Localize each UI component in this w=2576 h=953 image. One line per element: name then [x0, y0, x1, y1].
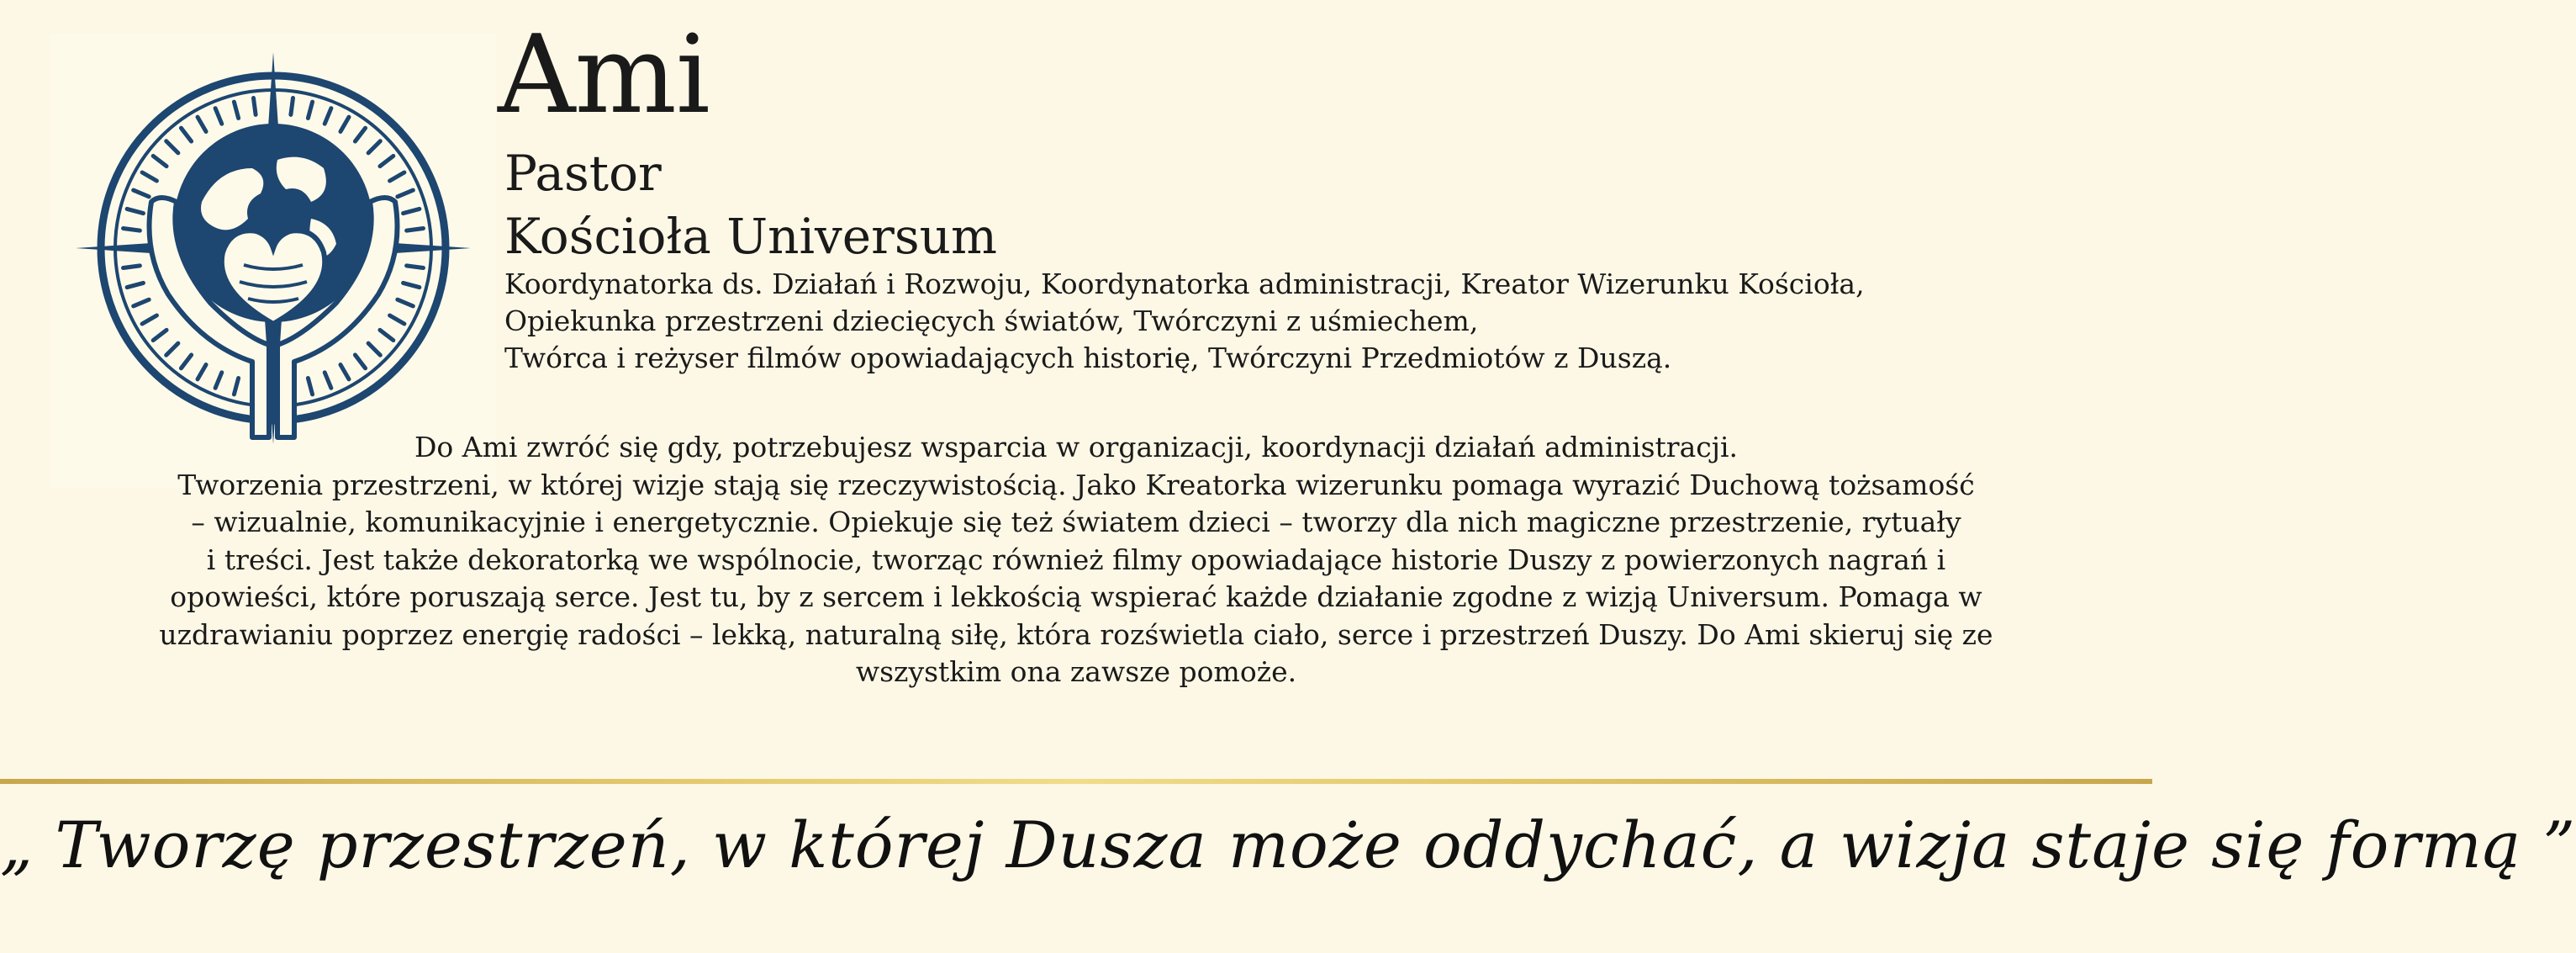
divider-line	[0, 779, 2152, 784]
compass-tick	[215, 373, 222, 388]
compass-tick	[355, 355, 365, 368]
compass-globe-hands-heart-icon	[50, 34, 496, 488]
description-line: Tworzenia przestrzeni, w której wizje stają się rzeczywistością. Jako Kreatorka wizerunku pomaga wyrazić Duchową tożsamość	[177, 468, 1975, 501]
compass-tick	[380, 330, 393, 340]
description-line: Do Ami zwróć się gdy, potrzebujesz wsparcia w organizacji, koordynacji działań administracji.	[414, 431, 1739, 463]
compass-tick	[355, 128, 365, 141]
compass-tick	[308, 102, 312, 118]
compass-tick	[215, 109, 222, 124]
compass-tick	[181, 128, 191, 141]
compass-tick	[368, 141, 380, 153]
compass-tick	[340, 365, 349, 379]
compass-tick	[166, 141, 178, 153]
compass-tick	[142, 315, 156, 324]
compass-tick	[254, 98, 256, 115]
compass-tick	[390, 172, 404, 181]
title-line: Koordynatorka ds. Działań i Rozwoju, Koordynatorka administracji, Kreator Wizerunku Kościoła,	[504, 267, 1865, 300]
compass-tick	[407, 266, 424, 268]
compass-tick	[390, 315, 404, 324]
compass-tick	[368, 343, 380, 355]
titles-list	[504, 266, 1865, 377]
description-line: opowieści, które poruszają serce. Jest tu, by z sercem i lekkością wspierać każde działanie zgodne z wizją Universum. Pomaga w	[170, 580, 1982, 613]
compass-tick	[181, 355, 191, 368]
compass-tick	[291, 98, 293, 115]
compass-tick	[398, 299, 413, 306]
compass-tick	[124, 229, 140, 231]
title-line: Opiekunka przestrzeni dziecięcych światów, Twórczyni z uśmiechem,	[504, 304, 1479, 337]
compass-tick	[234, 102, 238, 118]
compass-tick	[340, 117, 349, 131]
compass-tick	[325, 373, 331, 388]
compass-tick	[127, 209, 143, 213]
description-line: uzdrawianiu poprzez energię radości – lekką, naturalną siłę, która rozświetla ciało, serce i przestrzeń Duszy. Do Ami skieruj się ze	[159, 617, 1993, 651]
compass-tick	[398, 190, 413, 197]
compass-tick	[153, 156, 166, 166]
profile-name: Ami	[498, 13, 710, 138]
compass-tick	[404, 283, 420, 287]
compass-tick	[134, 190, 149, 197]
compass-tick	[325, 109, 331, 124]
description	[151, 429, 2001, 691]
description-line: i treści. Jest także dekoratorką we wspólnocie, tworząc również filmy opowiadające historie Duszy z powierzonych nagrań i	[206, 543, 1946, 576]
compass-tick	[166, 343, 178, 355]
description-line: wszystkim ona zawsze pomoże.	[855, 655, 1297, 688]
quote: „ Tworzę przestrzeń, w której Dusza może oddychać, a wizja staje się formą ”	[0, 807, 2576, 882]
church-name: Kościoła Universum	[504, 208, 997, 265]
role-title: Pastor	[504, 145, 662, 202]
compass-tick	[127, 283, 143, 287]
compass-tick	[198, 117, 206, 131]
title-line: Twórca i reżyser filmów opowiadających historię, Twórczyni Przedmiotów z Duszą.	[504, 341, 1672, 374]
description-line: – wizualnie, komunikacyjnie i energetycznie. Opiekuje się też światem dzieci – tworzy dla nich magiczne przestrzenie, rytuały	[191, 506, 1961, 538]
compass-tick	[198, 365, 206, 379]
compass-tick	[234, 379, 238, 394]
compass-tick	[134, 299, 149, 306]
compass-tick	[308, 379, 312, 394]
compass-tick	[153, 330, 166, 340]
compass-tick	[124, 266, 140, 268]
logo	[50, 34, 496, 488]
compass-tick	[407, 229, 424, 231]
compass-tick	[142, 172, 156, 181]
compass-tick	[380, 156, 393, 166]
compass-tick	[404, 209, 420, 213]
